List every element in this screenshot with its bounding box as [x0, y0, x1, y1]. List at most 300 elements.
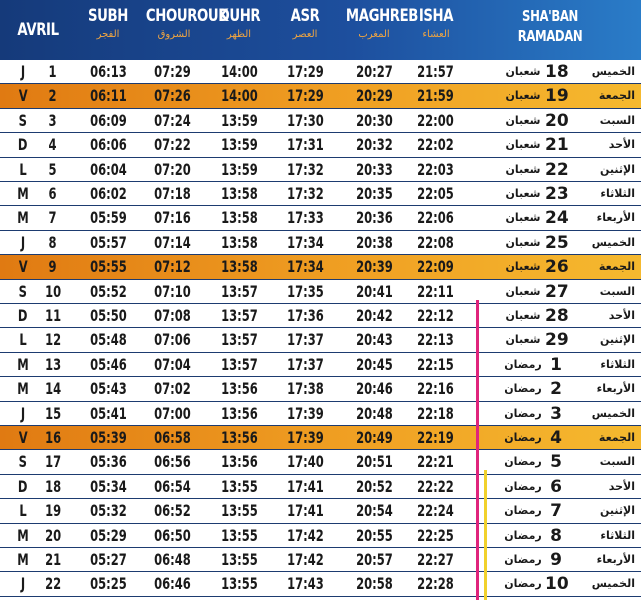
- subh-time: [80, 524, 136, 548]
- day-number: [36, 450, 70, 474]
- table-row: [0, 84, 641, 108]
- day-number: [36, 231, 70, 255]
- maghreb-time-text: 20:57: [355, 550, 393, 569]
- maghreb-time: [344, 402, 404, 426]
- day-number-text: 14: [44, 379, 62, 399]
- subh-time-text: 06:06: [89, 135, 127, 155]
- duhr-time-text: 13:57: [220, 330, 258, 350]
- table-row: [0, 475, 641, 499]
- duhr-time-text: 13:59: [220, 159, 258, 179]
- hijri-date: [470, 572, 641, 596]
- asr-time-text: 17:39: [286, 403, 324, 423]
- day-number: [36, 402, 70, 426]
- maghreb-time: [344, 182, 404, 206]
- day-number: [36, 158, 70, 182]
- hijri-month: رمضان: [504, 357, 542, 371]
- table-row: [0, 450, 641, 474]
- day-number-text: 4: [48, 135, 58, 155]
- chourouk-time: [142, 280, 202, 304]
- arabic-weekday: الإثنين: [600, 162, 635, 176]
- day-number-text: 1: [48, 62, 58, 81]
- hijri-day-number: 24: [545, 208, 569, 229]
- table-row: [0, 158, 641, 182]
- chourouk-time-text: 07:12: [153, 257, 191, 277]
- weekday-letter-text: D: [18, 476, 28, 496]
- table-row: [0, 524, 641, 548]
- arabic-weekday: الخميس: [591, 577, 635, 591]
- day-number-text: 13: [44, 354, 62, 374]
- day-number-text: 21: [44, 550, 62, 569]
- hijri-month: شعبان: [505, 187, 541, 200]
- chourouk-time: [142, 499, 202, 523]
- hijri-date: [470, 133, 641, 157]
- day-number-text: 2: [48, 86, 58, 106]
- asr-time-text: 17:42: [286, 525, 324, 545]
- subh-time-text: 05:55: [89, 257, 127, 277]
- day-number-text: 15: [44, 403, 62, 423]
- duhr-label-ar: الظهر: [226, 29, 252, 40]
- maghreb-time-text: 20:29: [355, 86, 393, 106]
- isha-time-text: 22:03: [416, 159, 454, 179]
- asr-time: [276, 475, 334, 499]
- isha-time: [404, 450, 466, 474]
- subh-time: [80, 182, 136, 206]
- duhr-time: [210, 280, 268, 304]
- asr-time: [276, 109, 334, 133]
- duhr-time: [210, 353, 268, 377]
- hijri-date: [470, 499, 641, 523]
- isha-time: [404, 353, 466, 377]
- maghreb-time: [344, 109, 404, 133]
- maghreb-time-text: 20:33: [355, 159, 393, 179]
- duhr-time: [210, 182, 268, 206]
- asr-time: [276, 328, 334, 352]
- subh-time-text: 05:27: [89, 550, 127, 569]
- subh-time: [80, 426, 136, 450]
- day-number: [36, 280, 70, 304]
- maghreb-time-text: 20:58: [355, 574, 393, 594]
- weekday-letter-text: V: [18, 86, 28, 106]
- asr-time: [276, 572, 334, 596]
- subh-time: [80, 450, 136, 474]
- maghreb-time: [344, 84, 404, 108]
- isha-time-text: 22:15: [416, 354, 454, 374]
- hijri-month: رمضان: [504, 382, 542, 396]
- subh-time: [80, 133, 136, 157]
- hijri-date: [470, 450, 641, 474]
- duhr-time: [210, 304, 268, 328]
- subh-time: [80, 402, 136, 426]
- isha-time: [404, 60, 466, 84]
- maghreb-time: [344, 304, 404, 328]
- day-number-text: 6: [48, 184, 58, 203]
- chourouk-time-text: 06:46: [153, 574, 191, 594]
- hijri-date: [470, 402, 641, 426]
- weekday-letter: [8, 328, 38, 352]
- chourouk-time: [142, 548, 202, 572]
- duhr-time-text: 13:55: [220, 525, 258, 545]
- day-number: [36, 328, 70, 352]
- duhr-time: [210, 109, 268, 133]
- duhr-time-text: 13:55: [220, 574, 258, 594]
- chourouk-time-text: 06:54: [153, 476, 191, 496]
- month-label: AVRIL: [17, 20, 59, 40]
- maghreb-time-text: 20:54: [355, 501, 393, 521]
- arabic-weekday: الثلاثاء: [600, 528, 635, 542]
- asr-time: [276, 182, 334, 206]
- table-row: [0, 304, 641, 328]
- table-row: [0, 548, 641, 572]
- asr-time: [276, 548, 334, 572]
- subh-time: [80, 475, 136, 499]
- duhr-header: [213, 6, 265, 40]
- table-header: [0, 0, 641, 60]
- arabic-weekday: الجمعة: [598, 431, 635, 444]
- asr-time: [276, 280, 334, 304]
- table-row: [0, 206, 641, 230]
- chourouk-time-text: 07:02: [153, 379, 191, 399]
- isha-time: [404, 548, 466, 572]
- duhr-time-text: 13:58: [220, 208, 258, 228]
- hijri-month: شعبان: [505, 284, 541, 298]
- arabic-weekday: الإثنين: [600, 333, 635, 347]
- asr-time-text: 17:36: [286, 306, 324, 325]
- subh-time-text: 06:04: [89, 159, 127, 179]
- duhr-time: [210, 133, 268, 157]
- duhr-time: [210, 548, 268, 572]
- maghreb-time: [344, 60, 404, 84]
- asr-time-text: 17:34: [286, 257, 324, 277]
- isha-time-text: 22:05: [416, 184, 454, 203]
- hijri-date: [470, 524, 641, 548]
- hijri-date: [470, 206, 641, 230]
- asr-time-text: 17:29: [286, 62, 324, 81]
- maghreb-time: [344, 450, 404, 474]
- subh-time: [80, 231, 136, 255]
- chourouk-time-text: 06:56: [153, 452, 191, 472]
- maghreb-time-text: 20:46: [355, 379, 393, 399]
- subh-time: [80, 280, 136, 304]
- duhr-label: DUHR: [218, 6, 261, 26]
- weekday-letter: [8, 475, 38, 499]
- arabic-weekday: الإثنين: [600, 504, 635, 518]
- weekday-letter: [8, 548, 38, 572]
- subh-time-text: 06:09: [89, 110, 127, 130]
- weekday-letter: [8, 182, 38, 206]
- day-number-text: 9: [48, 257, 58, 277]
- duhr-time-text: 14:00: [220, 86, 258, 106]
- hijri-month: شعبان: [505, 333, 541, 347]
- hijri-date: [470, 60, 641, 84]
- maghreb-time: [344, 572, 404, 596]
- maghreb-time: [344, 158, 404, 182]
- chourouk-time: [142, 524, 202, 548]
- hijri-month: رمضان: [504, 455, 542, 469]
- subh-time: [80, 206, 136, 230]
- table-row: [0, 328, 641, 352]
- subh-time-text: 05:59: [89, 208, 127, 228]
- weekday-letter-text: L: [19, 501, 27, 521]
- asr-time-text: 17:32: [286, 184, 324, 203]
- chourouk-time: [142, 328, 202, 352]
- subh-time-text: 05:46: [89, 354, 127, 374]
- hijri-day-number: 4: [550, 428, 562, 448]
- weekday-letter-text: M: [17, 550, 29, 569]
- table-row: [0, 182, 641, 206]
- hijri-day-number: 10: [545, 574, 569, 595]
- isha-time-text: 22:00: [416, 110, 454, 130]
- hijri-date: [470, 182, 641, 206]
- maghreb-time: [344, 206, 404, 230]
- chourouk-time: [142, 450, 202, 474]
- isha-time-text: 22:28: [416, 574, 454, 594]
- hijri-date: [470, 548, 641, 572]
- maghreb-time-text: 20:39: [355, 257, 393, 277]
- day-number: [36, 84, 70, 108]
- maghreb-time-text: 20:52: [355, 476, 393, 496]
- isha-time-text: 22:18: [416, 403, 454, 423]
- shaban-label: SHA'BAN: [522, 7, 578, 25]
- weekday-letter-text: J: [20, 574, 26, 594]
- chourouk-time: [142, 377, 202, 401]
- subh-time-text: 05:32: [89, 501, 127, 521]
- isha-time-text: 22:13: [416, 330, 454, 350]
- asr-time-text: 17:34: [286, 232, 324, 252]
- duhr-time-text: 13:58: [220, 184, 258, 203]
- hijri-month: رمضان: [504, 479, 542, 493]
- table-row: [0, 402, 641, 426]
- duhr-time: [210, 524, 268, 548]
- subh-time: [80, 572, 136, 596]
- arabic-weekday: الأحد: [608, 479, 635, 493]
- subh-time: [80, 255, 136, 279]
- day-number-text: 8: [48, 232, 58, 252]
- hijri-date: [470, 328, 641, 352]
- day-number-text: 11: [44, 306, 62, 325]
- weekday-letter: [8, 60, 38, 84]
- asr-time: [276, 84, 334, 108]
- asr-time: [276, 60, 334, 84]
- maghreb-time-text: 20:42: [355, 306, 393, 325]
- chourouk-time-text: 07:26: [153, 86, 191, 106]
- chourouk-time: [142, 109, 202, 133]
- maghreb-time: [344, 475, 404, 499]
- arabic-weekday: الأربعاء: [596, 382, 635, 396]
- arabic-weekday: الأربعاء: [596, 553, 635, 566]
- maghreb-time-text: 20:30: [355, 110, 393, 130]
- hijri-day-number: 19: [545, 86, 569, 107]
- chourouk-time-text: 07:06: [153, 330, 191, 350]
- weekday-letter-text: V: [18, 428, 28, 447]
- weekday-letter: [8, 304, 38, 328]
- isha-time-text: 21:57: [416, 62, 454, 81]
- isha-header: [410, 6, 462, 40]
- table-row: [0, 231, 641, 255]
- table-row: [0, 353, 641, 377]
- chourouk-time-text: 07:18: [153, 184, 191, 203]
- isha-time-text: 22:21: [416, 452, 454, 472]
- maghreb-time: [344, 524, 404, 548]
- weekday-letter: [8, 206, 38, 230]
- maghreb-time: [344, 548, 404, 572]
- maghreb-time: [344, 280, 404, 304]
- isha-time: [404, 499, 466, 523]
- day-number-text: 7: [48, 208, 58, 228]
- day-number: [36, 109, 70, 133]
- isha-time: [404, 475, 466, 499]
- table-row: [0, 109, 641, 133]
- duhr-time-text: 13:56: [220, 452, 258, 472]
- isha-label: ISHA: [418, 6, 454, 26]
- maghreb-time-text: 20:49: [355, 428, 393, 447]
- isha-time: [404, 206, 466, 230]
- subh-label: SUBH: [88, 6, 128, 26]
- chourouk-time-text: 07:04: [153, 354, 191, 374]
- weekday-letter: [8, 426, 38, 450]
- asr-time-text: 17:29: [286, 86, 324, 106]
- isha-label-ar: العشاء: [422, 29, 450, 40]
- asr-time-text: 17:31: [286, 135, 324, 155]
- hijri-day-number: 25: [545, 232, 569, 253]
- duhr-time: [210, 402, 268, 426]
- asr-time-text: 17:43: [286, 574, 324, 594]
- hijri-date: [470, 426, 641, 450]
- isha-time-text: 22:06: [416, 208, 454, 228]
- weekday-letter-text: L: [19, 159, 27, 179]
- asr-time: [276, 158, 334, 182]
- duhr-time: [210, 158, 268, 182]
- duhr-time-text: 13:57: [220, 354, 258, 374]
- asr-time-text: 17:37: [286, 330, 324, 350]
- chourouk-time-text: 06:48: [153, 550, 191, 569]
- arabic-weekday: السبت: [599, 455, 635, 469]
- asr-time-text: 17:38: [286, 379, 324, 399]
- weekday-letter: [8, 255, 38, 279]
- maghreb-time: [344, 377, 404, 401]
- arabic-weekday: الأربعاء: [596, 211, 635, 225]
- isha-time: [404, 280, 466, 304]
- hijri-date: [470, 158, 641, 182]
- day-number-text: 3: [48, 110, 58, 130]
- hijri-date: [470, 84, 641, 108]
- maghreb-time: [344, 133, 404, 157]
- asr-time: [276, 377, 334, 401]
- weekday-letter: [8, 84, 38, 108]
- maghreb-time-text: 20:55: [355, 525, 393, 545]
- duhr-time: [210, 377, 268, 401]
- table-row: [0, 255, 641, 279]
- arabic-weekday: السبت: [599, 113, 635, 127]
- duhr-time-text: 13:58: [220, 232, 258, 252]
- day-number-text: 12: [44, 330, 62, 350]
- weekday-letter-text: M: [17, 184, 29, 203]
- hijri-month: رمضان: [504, 528, 542, 542]
- asr-time-text: 17:37: [286, 354, 324, 374]
- duhr-time-text: 14:00: [220, 62, 258, 81]
- subh-time-text: 05:50: [89, 306, 127, 325]
- hijri-date: [470, 377, 641, 401]
- asr-time: [276, 450, 334, 474]
- isha-time-text: 22:24: [416, 501, 454, 521]
- isha-time: [404, 304, 466, 328]
- duhr-time-text: 13:57: [220, 306, 258, 325]
- asr-time: [276, 304, 334, 328]
- weekday-letter-text: J: [20, 403, 26, 423]
- table-row: [0, 133, 641, 157]
- asr-time-text: 17:30: [286, 110, 324, 130]
- day-number-text: 16: [44, 428, 62, 447]
- duhr-time: [210, 206, 268, 230]
- table-row: [0, 60, 641, 84]
- chourouk-time: [142, 60, 202, 84]
- chourouk-label-ar: الشروق: [157, 29, 191, 40]
- maghreb-time: [344, 353, 404, 377]
- arabic-weekday: الجمعة: [598, 89, 635, 103]
- isha-time: [404, 572, 466, 596]
- hijri-date: [470, 304, 641, 328]
- hijri-date: [470, 231, 641, 255]
- day-number: [36, 304, 70, 328]
- asr-time: [276, 426, 334, 450]
- maghreb-label-ar: المغرب: [358, 29, 390, 40]
- chourouk-time: [142, 426, 202, 450]
- ramadan-marker: [484, 470, 487, 600]
- subh-time-text: 05:41: [89, 403, 127, 423]
- chourouk-time: [142, 353, 202, 377]
- subh-time: [80, 84, 136, 108]
- day-number: [36, 206, 70, 230]
- chourouk-time-text: 07:10: [153, 281, 191, 301]
- asr-time-text: 17:41: [286, 501, 324, 521]
- chourouk-label: CHOUROUK: [145, 6, 229, 26]
- weekday-letter-text: S: [18, 452, 28, 472]
- asr-time-text: 17:33: [286, 208, 324, 228]
- hijri-month: شعبان: [505, 235, 541, 249]
- chourouk-header: [138, 6, 229, 40]
- weekday-letter-text: J: [20, 62, 26, 81]
- day-number: [36, 60, 70, 84]
- weekday-letter: [8, 133, 38, 157]
- isha-time: [404, 524, 466, 548]
- weekday-letter-text: S: [18, 281, 28, 301]
- hijri-date: [470, 280, 641, 304]
- hijri-day-number: 27: [545, 281, 569, 302]
- asr-time: [276, 499, 334, 523]
- hijri-month: شعبان: [505, 65, 541, 78]
- subh-time-text: 05:25: [89, 574, 127, 594]
- isha-time-text: 22:16: [416, 379, 454, 399]
- isha-time-text: 22:09: [416, 257, 454, 277]
- maghreb-time-text: 20:48: [355, 403, 393, 423]
- hijri-month: رمضان: [504, 553, 542, 566]
- maghreb-time: [344, 426, 404, 450]
- isha-time: [404, 402, 466, 426]
- isha-time-text: 22:22: [416, 476, 454, 496]
- duhr-time-text: 13:59: [220, 135, 258, 155]
- isha-time: [404, 426, 466, 450]
- hijri-month: رمضان: [504, 406, 542, 420]
- weekday-letter: [8, 280, 38, 304]
- isha-time: [404, 255, 466, 279]
- hijri-date: [470, 475, 641, 499]
- day-number-text: 10: [44, 281, 62, 301]
- hijri-day-number: 28: [545, 306, 569, 326]
- table-row: [0, 377, 641, 401]
- day-number: [36, 255, 70, 279]
- hijri-day-number: 6: [550, 476, 562, 497]
- weekday-letter-text: M: [17, 208, 29, 228]
- duhr-time: [210, 426, 268, 450]
